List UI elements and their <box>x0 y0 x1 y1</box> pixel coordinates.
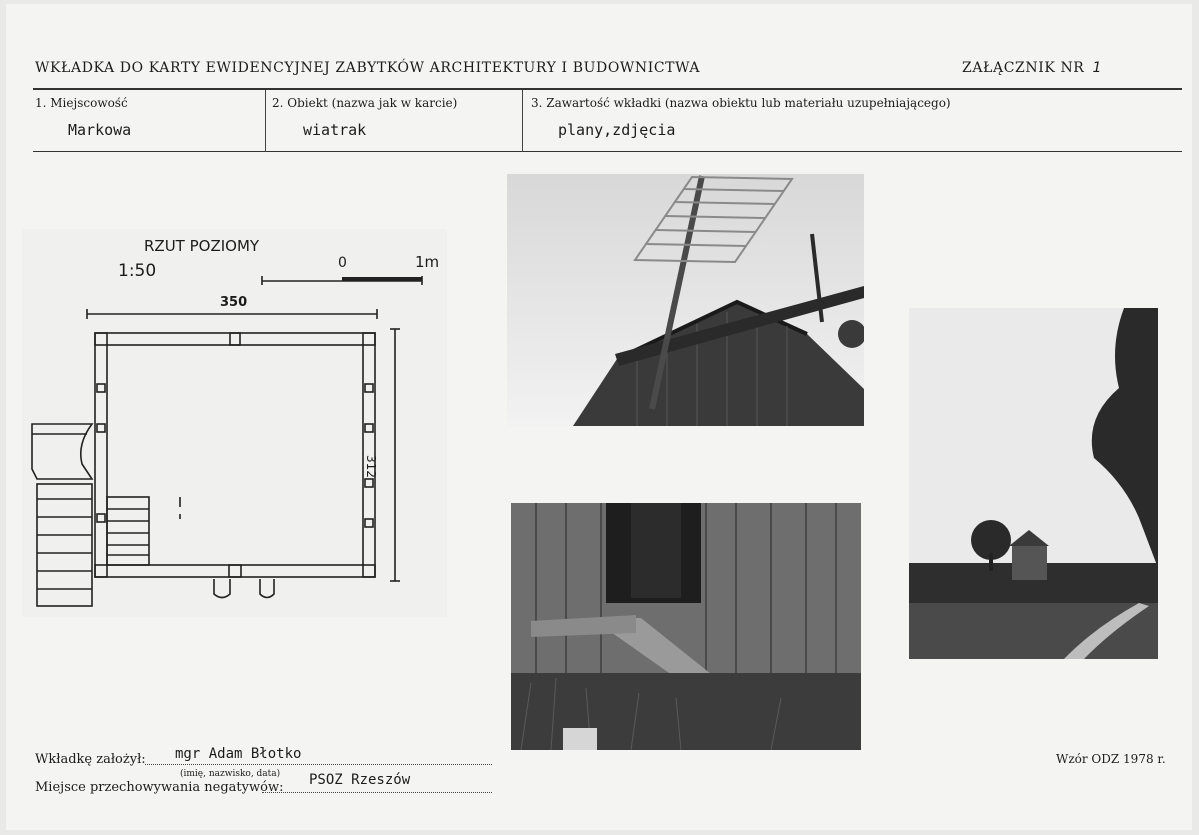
author-value: mgr Adam Błotko <box>175 746 302 762</box>
scalebar-start: 0 <box>338 255 347 271</box>
plan-title: RZUT POZIOMY <box>144 237 260 255</box>
author-dotted-line <box>145 764 492 765</box>
plan-scale: 1:50 <box>118 261 157 281</box>
storage-dotted-line <box>262 792 492 793</box>
plan-height-dimension: 312 <box>364 455 378 478</box>
author-label: Wkładkę założył: <box>35 752 146 767</box>
field-label-location: 1. Miejscowość <box>35 96 128 110</box>
floor-plan-drawing <box>22 229 447 617</box>
field-value-contents: plany,zdjęcia <box>558 121 676 139</box>
photo-windmill-entrance-image <box>511 503 861 750</box>
header-rule-bottom <box>33 151 1182 152</box>
plan-width-dimension: 350 <box>220 295 248 310</box>
photo-windmill-landscape-image <box>909 308 1158 659</box>
annex-number: 1 <box>1092 60 1103 76</box>
annex-label <box>962 60 1102 76</box>
field-value-object: wiatrak <box>303 121 367 139</box>
field-label-object: 2. Obiekt (nazwa jak w karcie) <box>272 96 458 110</box>
photo-windmill-entrance <box>511 503 861 750</box>
form-title: WKŁADKA DO KARTY EWIDENCYJNEJ ZABYTKÓW ARCHITEKTURY I BUDOWNICTWA <box>35 60 701 76</box>
field-label-contents: 3. Zawartość wkładki (nazwa obiektu lub materiału uzupełniającego) <box>531 96 951 110</box>
photo-windmill-roof-image <box>507 174 864 426</box>
field-value-location: Markowa <box>68 121 132 139</box>
storage-value: PSOZ Rzeszów <box>309 772 411 788</box>
header-rule-top <box>33 88 1182 90</box>
floor-plan-svg <box>22 229 447 617</box>
storage-label: Miejsce przechowywania negatywów: <box>35 780 284 795</box>
author-hint: (imię, nazwisko, data) <box>180 769 281 779</box>
scalebar-end: 1m <box>415 253 440 271</box>
photo-windmill-landscape <box>909 308 1158 659</box>
annex-label-text: ZAŁĄCZNIK NR <box>962 60 1085 76</box>
field-divider <box>522 90 523 152</box>
photo-windmill-roof <box>507 174 864 426</box>
form-version: Wzór ODZ 1978 r. <box>1056 752 1166 766</box>
field-divider <box>265 90 266 152</box>
